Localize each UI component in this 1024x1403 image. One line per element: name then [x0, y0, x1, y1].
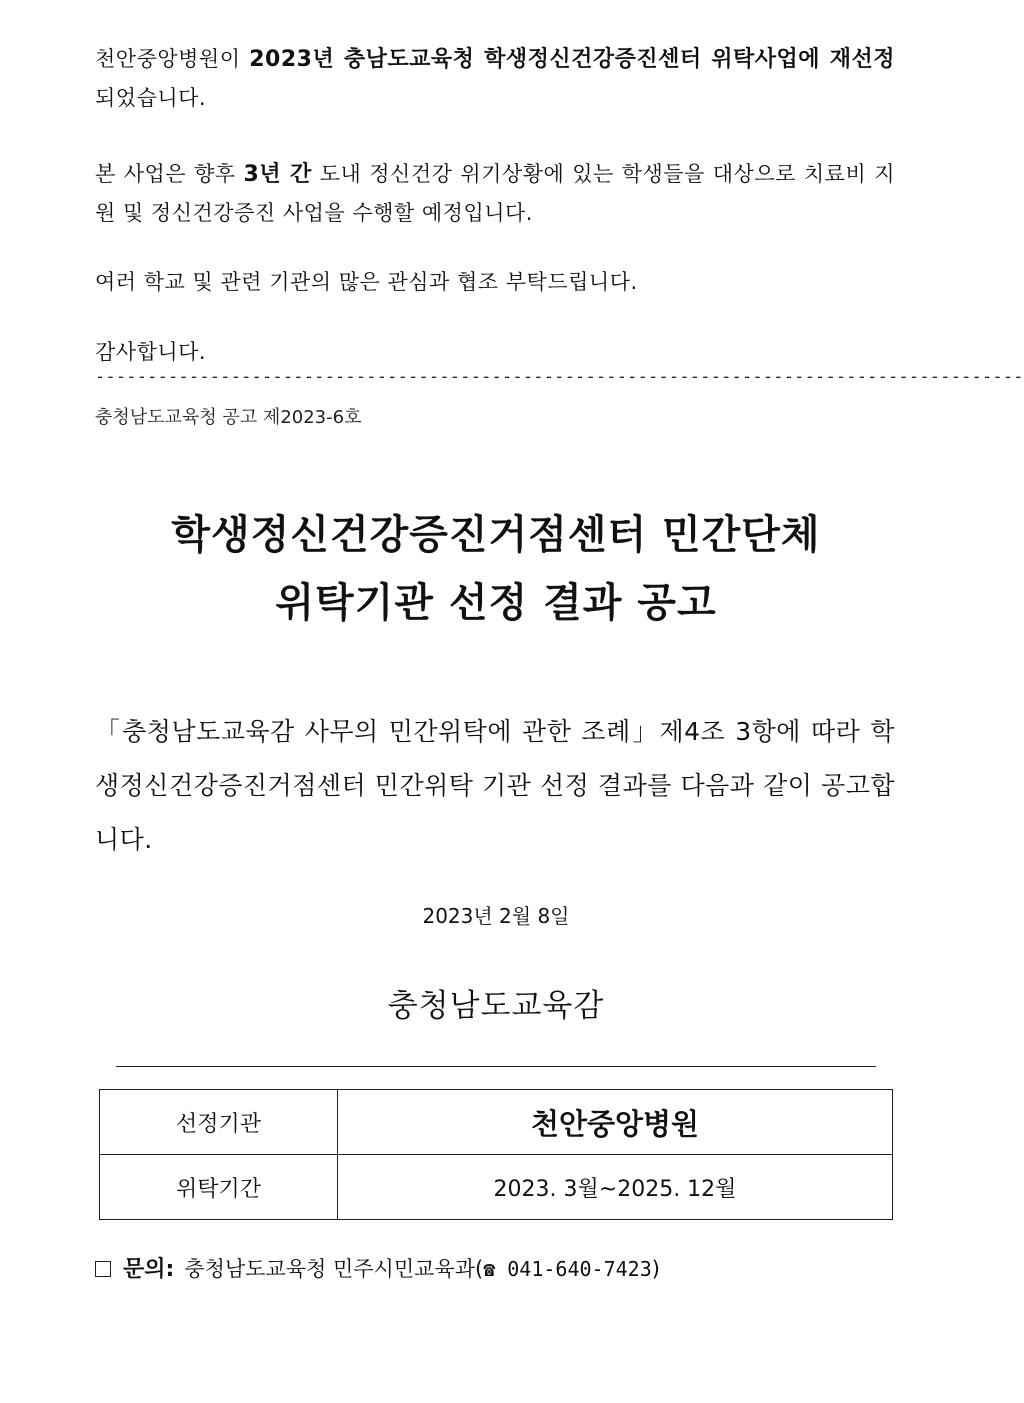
selected-agency-label: 선정기관 [100, 1090, 338, 1155]
intro-paragraph-1 [95, 40, 895, 117]
selected-agency-value: 천안중앙병원 [338, 1090, 893, 1155]
contact-label: 문의: [123, 1257, 175, 1282]
intro-p2-suffix: 도내 정신건강 위기상황에 있는 학생들을 대상으로 치료비 지원 및 정신건강증진 사업을 수행할 예정입니다. [95, 162, 895, 225]
intro-p2-prefix: 본 사업은 향후 [95, 162, 244, 186]
issuer-name: 충청남도교육감 [387, 988, 605, 1024]
contact-close-paren: ) [651, 1257, 660, 1281]
intro-paragraph-4: 감사합니다. [95, 340, 207, 364]
intro-p1-suffix: 되었습니다. [95, 86, 207, 110]
intro-paragraph-2 [95, 155, 895, 232]
notice-date: 2023년 2월 8일 [422, 904, 570, 928]
intro-p1-prefix: 천안중앙병원이 [95, 47, 250, 71]
intro-p2-bold: 3년 간 [243, 162, 312, 187]
contact-phone: ☎ 041-640-7423 [483, 1257, 652, 1281]
horizontal-rule [116, 1066, 876, 1067]
dashed-separator: ----------------------------------------------------------------------------------------- [95, 367, 1024, 387]
table-row [100, 1155, 893, 1220]
table-row [100, 1090, 893, 1155]
intro-paragraph-3: 여러 학교 및 관련 기관의 많은 관심과 협조 부탁드립니다. [95, 270, 638, 294]
notice-title-line-1: 학생정신건강증진거점센터 민간단체 [171, 512, 821, 558]
contract-period-label: 위탁기간 [100, 1155, 338, 1220]
contact-line [95, 1252, 660, 1283]
intro-p1-bold: 2023년 충남도교육청 학생정신건강증진센터 위탁사업에 재선정 [249, 47, 896, 72]
checkbox-square-icon [95, 1261, 111, 1277]
contact-department: 충청남도교육청 민주시민교육과( [184, 1257, 484, 1281]
selection-result-table [99, 1089, 893, 1220]
notice-title-line-2: 위탁기관 선정 결과 공고 [275, 580, 717, 626]
notice-number: 충청남도교육청 공고 제2023-6호 [95, 407, 362, 428]
contract-period-value: 2023. 3월~2025. 12월 [338, 1155, 893, 1220]
notice-body: 「충청남도교육감 사무의 민간위탁에 관한 조례」제4조 3항에 따라 학생정신건강증진거점센터 민간위탁 기관 선정 결과를 다음과 같이 공고합니다. [95, 717, 895, 854]
